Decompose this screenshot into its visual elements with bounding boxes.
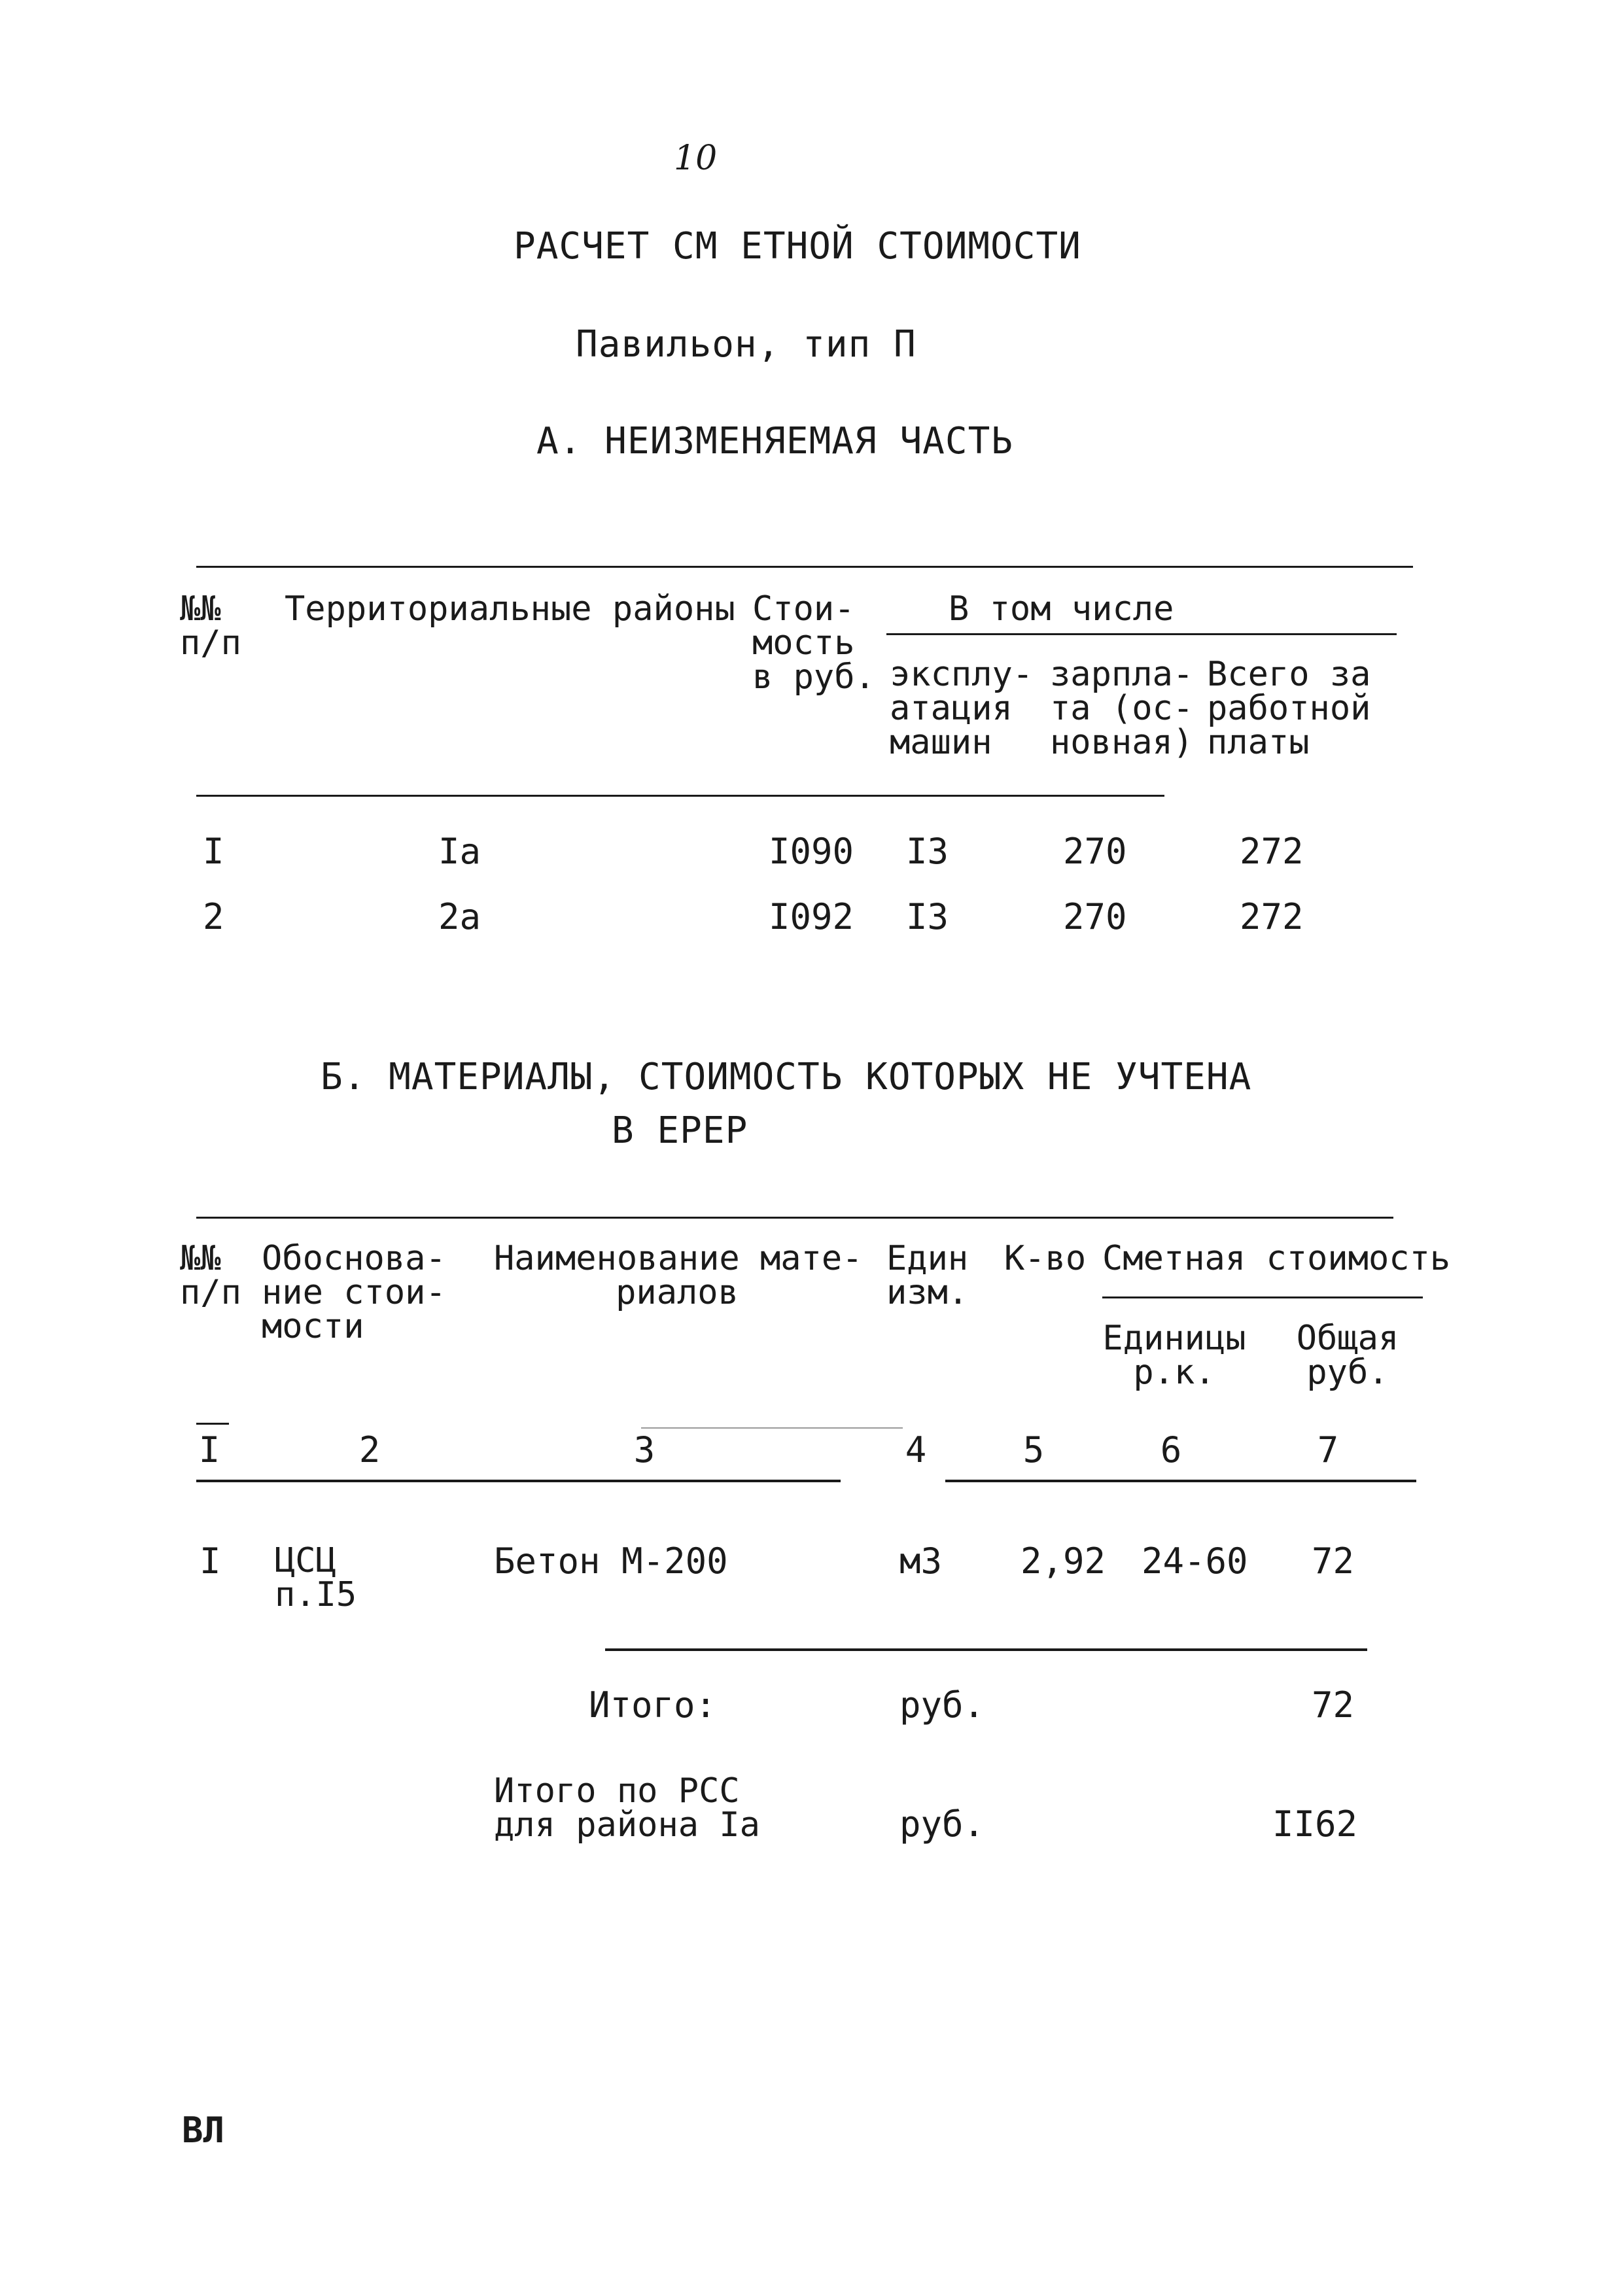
section-a-row-2-cost: I092 [769, 896, 854, 937]
section-b-row-1-unit: м3 [899, 1540, 943, 1582]
page-number: 10 [674, 139, 718, 178]
section-a-row-2-num: 2 [203, 896, 224, 937]
section-b-header-unit: Един изм. [886, 1239, 969, 1312]
section-b-estimated-rule [1102, 1296, 1423, 1298]
section-a-header-salary: зарпла- та (ос- новная) [1050, 655, 1194, 762]
section-b-heading-line-2: В ЕРЕР [612, 1109, 748, 1152]
section-a-row-1-region: Iа [438, 831, 481, 872]
section-a-top-rule [196, 566, 1413, 568]
section-b-header-total-cost: Общая руб. [1296, 1319, 1399, 1392]
section-a-header-cost: Стои- мость в руб. [752, 589, 875, 697]
section-a-row-1-exploitation: I3 [906, 831, 949, 872]
section-b-header-qty: К-во [1004, 1239, 1087, 1278]
section-b-column-number-3: 3 [633, 1429, 655, 1470]
section-b-column-number-2: 2 [358, 1429, 381, 1470]
section-a-row-2-salary: 270 [1063, 896, 1127, 937]
section-b-total-2-label: Итого по РСС для района Iа [494, 1771, 760, 1845]
section-b-colnum-top-rule [196, 1423, 229, 1425]
section-a-header-exploitation: эксплу- атация машин [890, 655, 1034, 762]
section-b-colnum-faint-rule [641, 1427, 903, 1429]
section-a-header-total-salary: Всего за работной платы [1207, 655, 1371, 762]
section-a-row-2-region: 2а [438, 896, 481, 937]
section-b-header-estimated: Сметная стоимость [1102, 1239, 1451, 1278]
section-b-heading-line-1: Б. МАТЕРИАЛЫ, СТОИМОСТЬ КОТОРЫХ НЕ УЧТЕНА [321, 1056, 1252, 1098]
section-b-column-number-7: 7 [1317, 1429, 1339, 1470]
section-a-row-2-exploitation: I3 [906, 896, 949, 937]
section-b-totals-rule [605, 1648, 1367, 1651]
section-b-total-1-unit: руб. [899, 1684, 985, 1726]
section-a-row-1-cost: I090 [769, 831, 854, 872]
section-a-row-1-salary: 270 [1063, 831, 1127, 872]
section-b-column-number-5: 5 [1022, 1429, 1045, 1470]
footer-mark: ВЛ [182, 2110, 225, 2151]
section-a-including-rule [886, 633, 1397, 635]
section-a-header-num: №№ п/п [180, 589, 241, 663]
section-a-header-including: В том числе [949, 589, 1174, 629]
section-b-header-num: №№ п/п [180, 1239, 241, 1312]
section-b-colnum-bottom-rule-left [196, 1480, 841, 1482]
section-a-row-2-total-salary: 272 [1240, 896, 1304, 937]
section-b-row-1-num: I [200, 1540, 221, 1582]
document-title: РАСЧЕТ СМ ЕТНОЙ СТОИМОСТИ [514, 225, 1081, 268]
section-b-header-unit-cost: Единицы р.к. [1102, 1319, 1246, 1392]
section-b-row-1-basis: ЦСЦ п.I5 [275, 1541, 357, 1614]
section-b-row-1-name: Бетон М-200 [494, 1540, 728, 1582]
section-b-top-rule [196, 1217, 1393, 1219]
section-b-column-number-6: 6 [1160, 1429, 1182, 1470]
section-b-total-2-value: II62 [1272, 1803, 1358, 1845]
section-a-heading: А. НЕИЗМЕНЯЕМАЯ ЧАСТЬ [536, 420, 1014, 462]
document-subtitle: Павильон, тип П [576, 323, 916, 366]
section-b-column-number-4: 4 [905, 1429, 927, 1470]
section-b-total-1-value: 72 [1312, 1684, 1355, 1726]
section-a-header-regions: Территориальные районы [285, 589, 735, 629]
section-b-row-1-total-cost: 72 [1312, 1540, 1355, 1582]
section-a-row-1-num: I [203, 831, 224, 872]
section-a-header-bottom-rule [196, 795, 1164, 797]
section-b-row-1-unit-cost: 24-60 [1142, 1540, 1248, 1582]
section-b-colnum-bottom-rule-right [945, 1480, 1416, 1482]
section-b-header-name: Наименование мате- риалов [494, 1239, 863, 1312]
section-b-total-2-unit: руб. [899, 1803, 985, 1845]
section-b-column-number-1: I [198, 1429, 220, 1470]
section-b-row-1-qty: 2,92 [1021, 1540, 1106, 1582]
section-b-total-1-label: Итого: [589, 1684, 717, 1726]
section-a-row-1-total-salary: 272 [1240, 831, 1304, 872]
section-b-header-basis: Обоснова- ние стои- мости [262, 1239, 446, 1346]
